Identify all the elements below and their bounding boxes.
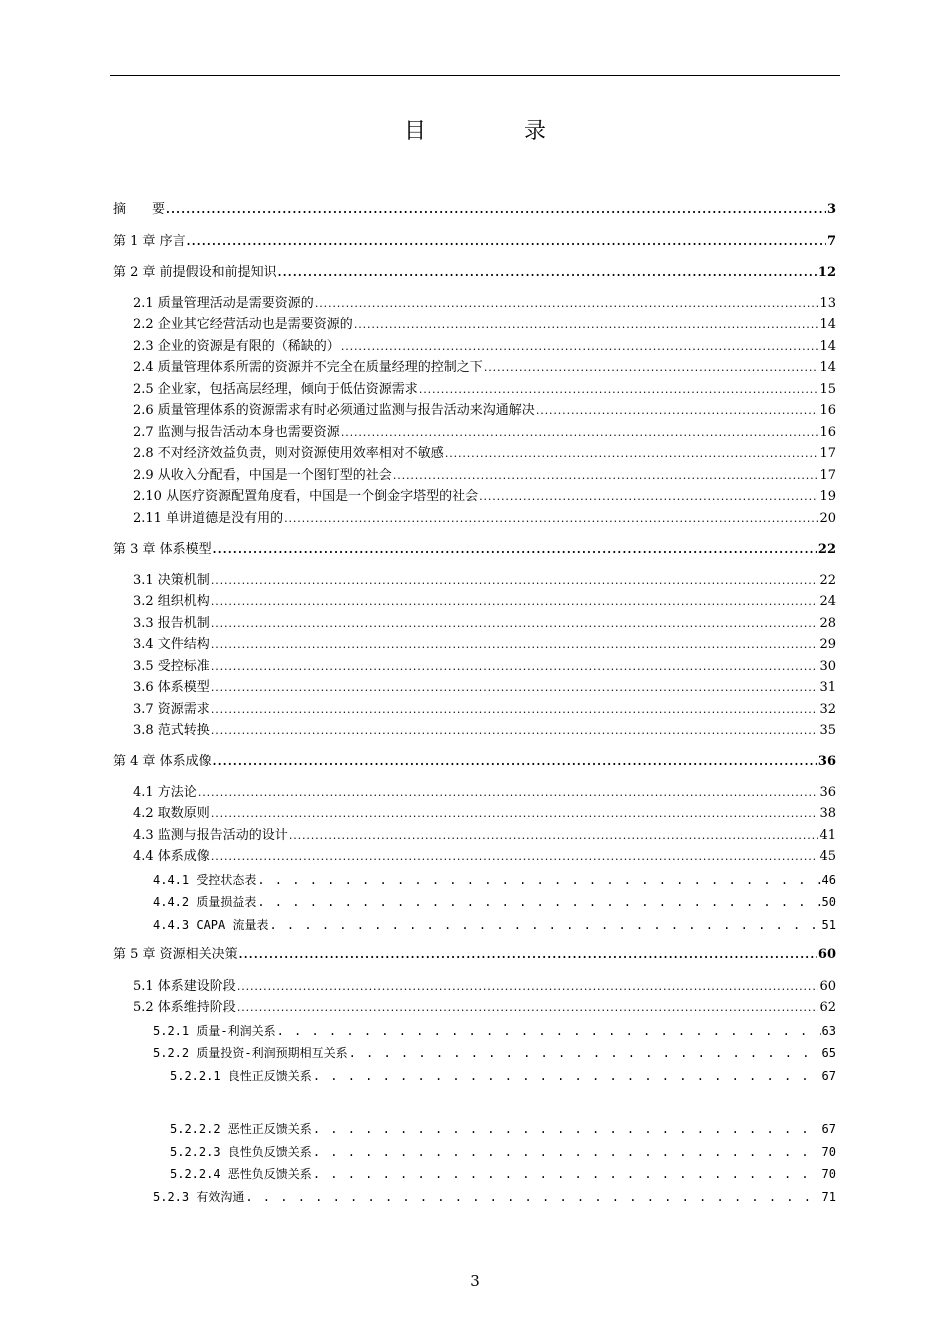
toc-page-number: 15 [819, 382, 836, 397]
toc-page-number: 71 [821, 1190, 836, 1204]
toc-entry[interactable] [153, 871, 836, 889]
dot-leader [479, 488, 818, 506]
toc-entry[interactable] [113, 264, 836, 282]
dot-leader [239, 946, 817, 964]
toc-page-number: 20 [819, 511, 836, 526]
toc-entry[interactable] [133, 701, 836, 719]
toc-page-number: 16 [819, 425, 836, 440]
toc-page-number: 60 [819, 979, 836, 994]
toc-entry-label: 2.1 质量管理活动是需要资源的 [133, 296, 314, 311]
dot-leader [277, 1022, 821, 1040]
toc-entry[interactable] [113, 233, 836, 251]
dot-leader [257, 871, 820, 889]
toc-entry-label: 2.5 企业家，包括高层经理，倾向于低估资源需求 [133, 382, 418, 397]
toc-page-number: 35 [819, 723, 836, 738]
toc-entry-label: 2.8 不对经济效益负责，则对资源使用效率相对不敏感 [133, 446, 444, 461]
dot-leader [187, 233, 826, 251]
toc-entry[interactable] [133, 424, 836, 442]
toc-entry[interactable] [133, 445, 836, 463]
toc-page-number: 19 [819, 489, 836, 504]
dot-leader [349, 1044, 821, 1062]
toc-page-number: 28 [819, 616, 836, 631]
toc-entry[interactable] [133, 722, 836, 740]
toc-entry-label: 2.7 监测与报告活动本身也需要资源 [133, 425, 340, 440]
toc-page-number: 22 [819, 573, 836, 588]
toc-entry-label: 4.4.2 质量损益表 [153, 895, 257, 909]
toc-page-number: 41 [819, 828, 836, 843]
page-number: 3 [470, 1272, 480, 1290]
toc-entry[interactable] [153, 1188, 836, 1206]
dot-leader [211, 615, 819, 633]
toc-entry[interactable] [133, 381, 836, 399]
toc-page-number: 62 [819, 1000, 836, 1015]
toc-entry-label: 4.3 监测与报告活动的设计 [133, 828, 288, 843]
toc-page-number: 65 [821, 1046, 836, 1060]
toc-entry[interactable] [133, 572, 836, 590]
toc-entry-label: 4.1 方法论 [133, 785, 197, 800]
toc-page-number: 14 [819, 360, 836, 375]
toc-page-number: 30 [819, 659, 836, 674]
toc-entry[interactable] [153, 893, 836, 911]
toc-entry-label: 3.4 文件结构 [133, 637, 210, 652]
toc-entry-label: 4.4 体系成像 [133, 849, 210, 864]
dot-leader [211, 722, 819, 740]
toc-page-number: 45 [819, 849, 836, 864]
dot-leader [278, 264, 817, 282]
toc-entry[interactable] [170, 1120, 836, 1138]
dot-leader [237, 978, 819, 996]
toc-page-number: 24 [819, 594, 836, 609]
dot-leader [313, 1067, 821, 1085]
toc-entry[interactable] [133, 848, 836, 866]
toc-page-number: 17 [819, 446, 836, 461]
toc-page-number: 3 [826, 202, 836, 217]
dot-leader [313, 1143, 821, 1161]
toc-page-number: 67 [821, 1069, 836, 1083]
toc-page-number: 46 [821, 873, 836, 887]
dot-leader [237, 999, 819, 1017]
toc-entry[interactable] [133, 615, 836, 633]
toc-entry-label: 3.3 报告机制 [133, 616, 210, 631]
toc-page-number: 50 [821, 895, 836, 909]
toc-entry-label: 5.2.2.1 良性正反馈关系 [170, 1069, 312, 1083]
toc-page-number: 70 [821, 1145, 836, 1159]
toc-page-number: 14 [819, 339, 836, 354]
toc-entry-label: 3.1 决策机制 [133, 573, 210, 588]
toc-entry[interactable] [153, 916, 836, 934]
toc-entry[interactable] [113, 541, 836, 559]
toc-entry[interactable] [133, 295, 836, 313]
toc-entry-label: 2.4 质量管理体系所需的资源并不完全在质量经理的控制之下 [133, 360, 483, 375]
toc-page-number: 60 [817, 947, 836, 962]
dot-leader [211, 679, 819, 697]
dot-leader [315, 295, 819, 313]
toc-entry[interactable] [133, 658, 836, 676]
toc-entry-label: 5.2.2 质量投资-利润预期相互关系 [153, 1046, 348, 1060]
dot-leader [211, 848, 819, 866]
dot-leader [211, 805, 819, 823]
toc-entry-label: 2.10 从医疗资源配置角度看，中国是一个倒金字塔型的社会 [133, 489, 479, 504]
toc-entry[interactable] [133, 999, 836, 1017]
dot-leader [284, 510, 818, 528]
toc-entry-label: 5.2.2.2 恶性正反馈关系 [170, 1122, 312, 1136]
toc-page-number: 29 [819, 637, 836, 652]
toc-entry-label: 第 5 章 资源相关决策 [113, 947, 238, 962]
toc-entry-label: 第 1 章 序言 [113, 234, 186, 249]
toc-entry[interactable] [133, 827, 836, 845]
toc-entry-label: 第 3 章 体系模型 [113, 542, 212, 557]
toc-page-number: 14 [819, 317, 836, 332]
toc-entry[interactable] [133, 467, 836, 485]
toc-entry-label: 2.3 企业的资源是有限的（稀缺的） [133, 339, 340, 354]
dot-leader [257, 893, 820, 911]
toc-entry[interactable] [133, 338, 836, 356]
toc-entry[interactable] [133, 805, 836, 823]
dot-leader [166, 201, 826, 219]
toc-entry-label: 摘 要 [113, 202, 166, 217]
toc-entry-label: 2.11 单讲道德是没有用的 [133, 511, 284, 526]
toc-entry[interactable] [133, 679, 836, 697]
toc-page-number: 67 [821, 1122, 836, 1136]
toc-entry[interactable] [133, 359, 836, 377]
toc-entry-label: 2.2 企业其它经营活动也是需要资源的 [133, 317, 353, 332]
dot-leader [213, 753, 817, 771]
toc-entry[interactable] [133, 402, 836, 420]
toc-entry-label: 5.2.3 有效沟通 [153, 1190, 245, 1204]
toc-entry[interactable] [133, 488, 836, 506]
dot-leader [198, 784, 819, 802]
toc-page-number: 13 [819, 296, 836, 311]
dot-leader [445, 445, 819, 463]
toc-entry-label: 3.6 体系模型 [133, 680, 210, 695]
toc-entry[interactable] [113, 753, 836, 771]
toc-page-number: 38 [819, 806, 836, 821]
toc-entry-label: 5.2.2.3 良性负反馈关系 [170, 1145, 312, 1159]
toc-entry-label: 3.5 受控标准 [133, 659, 210, 674]
toc-page-number: 36 [817, 754, 836, 769]
toc-entry-label: 第 4 章 体系成像 [113, 754, 212, 769]
dot-leader [211, 593, 819, 611]
toc-entry-label: 3.8 范式转换 [133, 723, 210, 738]
toc-entry[interactable] [133, 510, 836, 528]
toc-entry-label: 5.2 体系维持阶段 [133, 1000, 236, 1015]
toc-entry-label: 4.4.3 CAPA 流量表 [153, 918, 269, 932]
toc-entry[interactable] [133, 784, 836, 802]
toc-entry-label: 3.7 资源需求 [133, 702, 210, 717]
dot-leader [313, 1165, 821, 1183]
dot-leader [341, 338, 819, 356]
dot-leader [245, 1188, 820, 1206]
toc-entry-label: 5.1 体系建设阶段 [133, 979, 236, 994]
toc-page-number: 16 [819, 403, 836, 418]
toc-entry-label: 2.9 从收入分配看，中国是一个图钉型的社会 [133, 468, 392, 483]
toc-entry[interactable] [113, 946, 836, 964]
toc-page-number: 32 [819, 702, 836, 717]
toc-entry[interactable] [133, 636, 836, 654]
toc-page-number: 17 [819, 468, 836, 483]
dot-leader [213, 541, 817, 559]
toc-entry-label: 第 2 章 前提假设和前提知识 [113, 265, 277, 280]
toc-entry-label: 2.6 质量管理体系的资源需求有时必须通过监测与报告活动来沟通解决 [133, 403, 535, 418]
toc-entry[interactable] [153, 1044, 836, 1062]
toc-page-number: 70 [821, 1167, 836, 1181]
dot-leader [211, 701, 819, 719]
toc-entry[interactable] [133, 593, 836, 611]
toc-page-number: 51 [821, 918, 836, 932]
toc-entry[interactable] [170, 1165, 836, 1183]
dot-leader [341, 424, 819, 442]
toc-entry[interactable] [170, 1067, 836, 1085]
dot-leader [211, 572, 819, 590]
dot-leader [393, 467, 819, 485]
page-title: 目 录 [403, 119, 584, 144]
dot-leader [536, 402, 819, 420]
toc-page-number: 31 [819, 680, 836, 695]
toc-entry-label: 3.2 组织机构 [133, 594, 210, 609]
dot-leader [289, 827, 819, 845]
dot-leader [354, 316, 819, 334]
toc-page-number: 12 [817, 265, 836, 280]
dot-leader [419, 381, 819, 399]
dot-leader [211, 636, 819, 654]
toc-entry-label: 4.2 取数原则 [133, 806, 210, 821]
dot-leader [484, 359, 819, 377]
toc-entry[interactable] [153, 1022, 836, 1040]
toc-entry[interactable] [113, 201, 836, 219]
toc-page-number: 7 [826, 234, 836, 249]
toc-entry-label: 5.2.2.4 恶性负反馈关系 [170, 1167, 312, 1181]
toc-entry[interactable] [133, 316, 836, 334]
toc-page-number: 22 [817, 542, 836, 557]
toc-entry-label: 4.4.1 受控状态表 [153, 873, 257, 887]
dot-leader [269, 916, 820, 934]
toc-entry-label: 5.2.1 质量-利润关系 [153, 1024, 276, 1038]
toc-page-number: 63 [821, 1024, 836, 1038]
toc-entry[interactable] [133, 978, 836, 996]
dot-leader [211, 658, 819, 676]
dot-leader [313, 1120, 821, 1138]
toc-page-number: 36 [819, 785, 836, 800]
toc-entry[interactable] [170, 1143, 836, 1161]
